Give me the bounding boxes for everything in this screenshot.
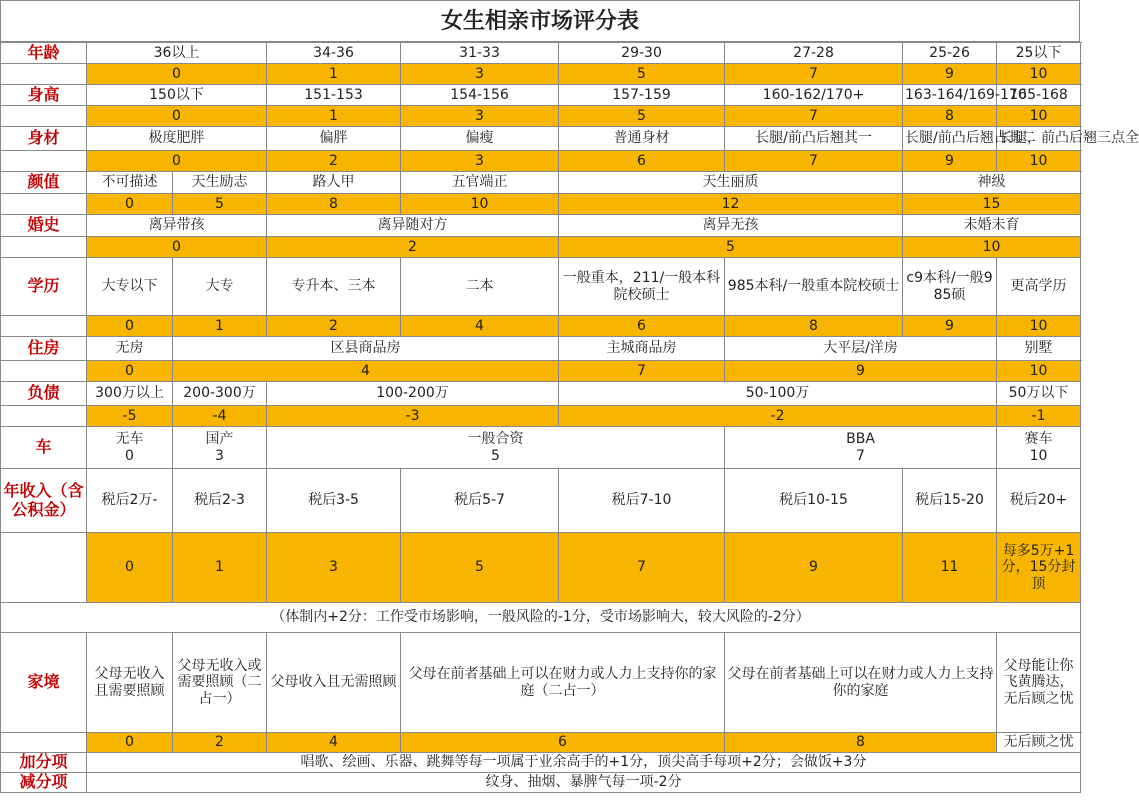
page-title: 女生相亲市场评分表	[0, 0, 1080, 42]
figure-option: 长腿/前凸后翘其一	[725, 127, 903, 151]
education-option: 专升本、三本	[267, 258, 401, 316]
looks-score: 5	[173, 194, 267, 215]
height-option: 150以下	[87, 85, 267, 106]
height-option: 163-164/169-170	[903, 85, 997, 106]
income-score: 3	[267, 533, 401, 603]
housing-option: 主城商品房	[559, 337, 725, 361]
income-option: 税后2万-	[87, 469, 173, 533]
figure-option: 偏瘦	[401, 127, 559, 151]
marriage-option: 离异无孩	[559, 215, 903, 237]
figure-score: 0	[87, 151, 267, 172]
income-option: 税后7-10	[559, 469, 725, 533]
height-score: 10	[997, 106, 1081, 127]
figure-score: 6	[559, 151, 725, 172]
car-label: 车	[1, 427, 87, 469]
marriage-label: 婚史	[1, 215, 87, 237]
family-score: 4	[267, 733, 401, 753]
debt-score: -3	[267, 406, 559, 427]
debt-option: 50-100万	[559, 382, 997, 406]
figure-option: 长腿/前凸后翘占其二	[903, 127, 997, 151]
age-option: 36以上	[87, 43, 267, 64]
looks-score: 8	[267, 194, 401, 215]
family-option: 父母收入且无需照顾	[267, 633, 401, 733]
family-option: 父母能让你飞黄腾达，无后顾之忧	[997, 633, 1081, 733]
car-score: 3	[215, 447, 224, 464]
education-option: 二本	[401, 258, 559, 316]
looks-option: 五官端正	[401, 172, 559, 194]
housing-option: 大平层/洋房	[725, 337, 997, 361]
marriage-option: 离异随对方	[267, 215, 559, 237]
car-option: BBA	[846, 431, 875, 448]
education-score: 4	[401, 316, 559, 337]
education-label: 学历	[1, 258, 87, 316]
looks-label: 颜值	[1, 172, 87, 194]
looks-option: 不可描述	[87, 172, 173, 194]
car-option: 国产	[205, 431, 234, 448]
marriage-score: 0	[87, 237, 267, 258]
education-option: 一般重本，211/一般本科院校硕士	[559, 258, 725, 316]
car-score: 10	[1029, 447, 1048, 464]
figure-score: 10	[997, 151, 1081, 172]
income-option: 税后3-5	[267, 469, 401, 533]
family-label: 家境	[1, 633, 87, 733]
looks-score: 12	[559, 194, 903, 215]
age-score: 9	[903, 64, 997, 85]
debt-score: -2	[559, 406, 997, 427]
looks-option: 路人甲	[267, 172, 401, 194]
car-score: 0	[125, 447, 134, 464]
income-option: 税后20+	[997, 469, 1081, 533]
car-option: 无车	[115, 431, 144, 448]
height-option: 160-162/170+	[725, 85, 903, 106]
figure-score: 3	[401, 151, 559, 172]
debt-score: -1	[997, 406, 1081, 427]
debt-option: 200-300万	[173, 382, 267, 406]
looks-option: 天生丽质	[559, 172, 903, 194]
deduct-label: 减分项	[1, 773, 87, 793]
education-option: 大专以下	[87, 258, 173, 316]
income-score: 9	[725, 533, 903, 603]
age-option: 34-36	[267, 43, 401, 64]
education-score: 9	[903, 316, 997, 337]
age-score: 5	[559, 64, 725, 85]
family-score: 2	[173, 733, 267, 753]
age-option: 27-28	[725, 43, 903, 64]
income-score: 1	[173, 533, 267, 603]
looks-score: 15	[903, 194, 1081, 215]
education-score: 1	[173, 316, 267, 337]
education-option: 985本科/一般重本院校硕士	[725, 258, 903, 316]
education-score: 6	[559, 316, 725, 337]
income-note: （体制内+2分：工作受市场影响，一般风险的-1分，受市场影响大，较大风险的-2分）	[1, 603, 1081, 633]
housing-score: 10	[997, 361, 1081, 382]
age-option: 25-26	[903, 43, 997, 64]
age-label: 年龄	[1, 43, 87, 64]
family-option: 父母在前者基础上可以在财力或人力上支持你的家庭（二占一）	[401, 633, 725, 733]
education-option: c9本科/一般985硕	[903, 258, 997, 316]
bonus-text: 唱歌、绘画、乐器、跳舞等每一项属于业余高手的+1分，顶尖高手每项+2分；会做饭+3分	[87, 753, 1081, 773]
education-option: 大专	[173, 258, 267, 316]
debt-option: 50万以下	[997, 382, 1081, 406]
debt-option: 100-200万	[267, 382, 559, 406]
figure-option: 长腿，前凸后翘三点全	[997, 127, 1081, 151]
car-option: 一般合资	[467, 431, 524, 448]
deduct-text: 纹身、抽烟、暴脾气每一项-2分	[87, 773, 1081, 793]
marriage-option: 离异带孩	[87, 215, 267, 237]
income-score: 0	[87, 533, 173, 603]
income-option: 税后15-20	[903, 469, 997, 533]
income-option: 税后10-15	[725, 469, 903, 533]
height-score: 3	[401, 106, 559, 127]
height-score: 1	[267, 106, 401, 127]
family-option: 父母无收入且需要照顾	[87, 633, 173, 733]
figure-score: 7	[725, 151, 903, 172]
age-option: 31-33	[401, 43, 559, 64]
housing-score: 0	[87, 361, 173, 382]
car-option: 赛车	[1024, 431, 1053, 448]
income-option: 税后5-7	[401, 469, 559, 533]
figure-score: 2	[267, 151, 401, 172]
education-option: 更高学历	[997, 258, 1081, 316]
height-score: 0	[87, 106, 267, 127]
housing-score: 7	[559, 361, 725, 382]
family-score: 6	[401, 733, 725, 753]
debt-option: 300万以上	[87, 382, 173, 406]
looks-score: 0	[87, 194, 173, 215]
marriage-score: 10	[903, 237, 1081, 258]
age-option: 25以下	[997, 43, 1081, 64]
housing-score: 4	[173, 361, 559, 382]
family-option: 父母无收入或需要照顾（二占一）	[173, 633, 267, 733]
income-label: 年收入（含公积金）	[1, 469, 87, 533]
debt-label: 负债	[1, 382, 87, 406]
figure-score: 9	[903, 151, 997, 172]
family-score: 8	[725, 733, 997, 753]
figure-option: 极度肥胖	[87, 127, 267, 151]
education-score: 0	[87, 316, 173, 337]
score-table	[0, 42, 1139, 793]
housing-option: 区县商品房	[173, 337, 559, 361]
age-score: 1	[267, 64, 401, 85]
family-score: 无后顾之忧	[997, 733, 1081, 753]
family-option: 父母在前者基础上可以在财力或人力上支持你的家庭	[725, 633, 997, 733]
age-score: 10	[997, 64, 1081, 85]
education-score: 2	[267, 316, 401, 337]
income-score: 每多5万+1分，15分封顶	[997, 533, 1081, 603]
height-option: 157-159	[559, 85, 725, 106]
housing-score: 9	[725, 361, 997, 382]
income-score: 5	[401, 533, 559, 603]
car-score: 7	[856, 447, 865, 464]
looks-score: 10	[401, 194, 559, 215]
height-score: 8	[903, 106, 997, 127]
height-label: 身高	[1, 85, 87, 106]
income-score: 7	[559, 533, 725, 603]
height-score: 5	[559, 106, 725, 127]
car-score: 5	[491, 447, 500, 464]
housing-option: 无房	[87, 337, 173, 361]
income-option: 税后2-3	[173, 469, 267, 533]
housing-option: 别墅	[997, 337, 1081, 361]
height-option: 154-156	[401, 85, 559, 106]
family-score: 0	[87, 733, 173, 753]
bonus-label: 加分项	[1, 753, 87, 773]
age-option: 29-30	[559, 43, 725, 64]
age-score: 7	[725, 64, 903, 85]
marriage-option: 未婚未育	[903, 215, 1081, 237]
education-score: 10	[997, 316, 1081, 337]
height-option: 165-168	[997, 85, 1081, 106]
education-score: 8	[725, 316, 903, 337]
debt-score: -5	[87, 406, 173, 427]
age-score: 3	[401, 64, 559, 85]
looks-option: 神级	[903, 172, 1081, 194]
age-score: 0	[87, 64, 267, 85]
income-score: 11	[903, 533, 997, 603]
housing-label: 住房	[1, 337, 87, 361]
marriage-score: 2	[267, 237, 559, 258]
looks-option: 天生励志	[173, 172, 267, 194]
marriage-score: 5	[559, 237, 903, 258]
height-score: 7	[725, 106, 903, 127]
height-option: 151-153	[267, 85, 401, 106]
figure-option: 偏胖	[267, 127, 401, 151]
debt-score: -4	[173, 406, 267, 427]
figure-label: 身材	[1, 127, 87, 151]
figure-option: 普通身材	[559, 127, 725, 151]
